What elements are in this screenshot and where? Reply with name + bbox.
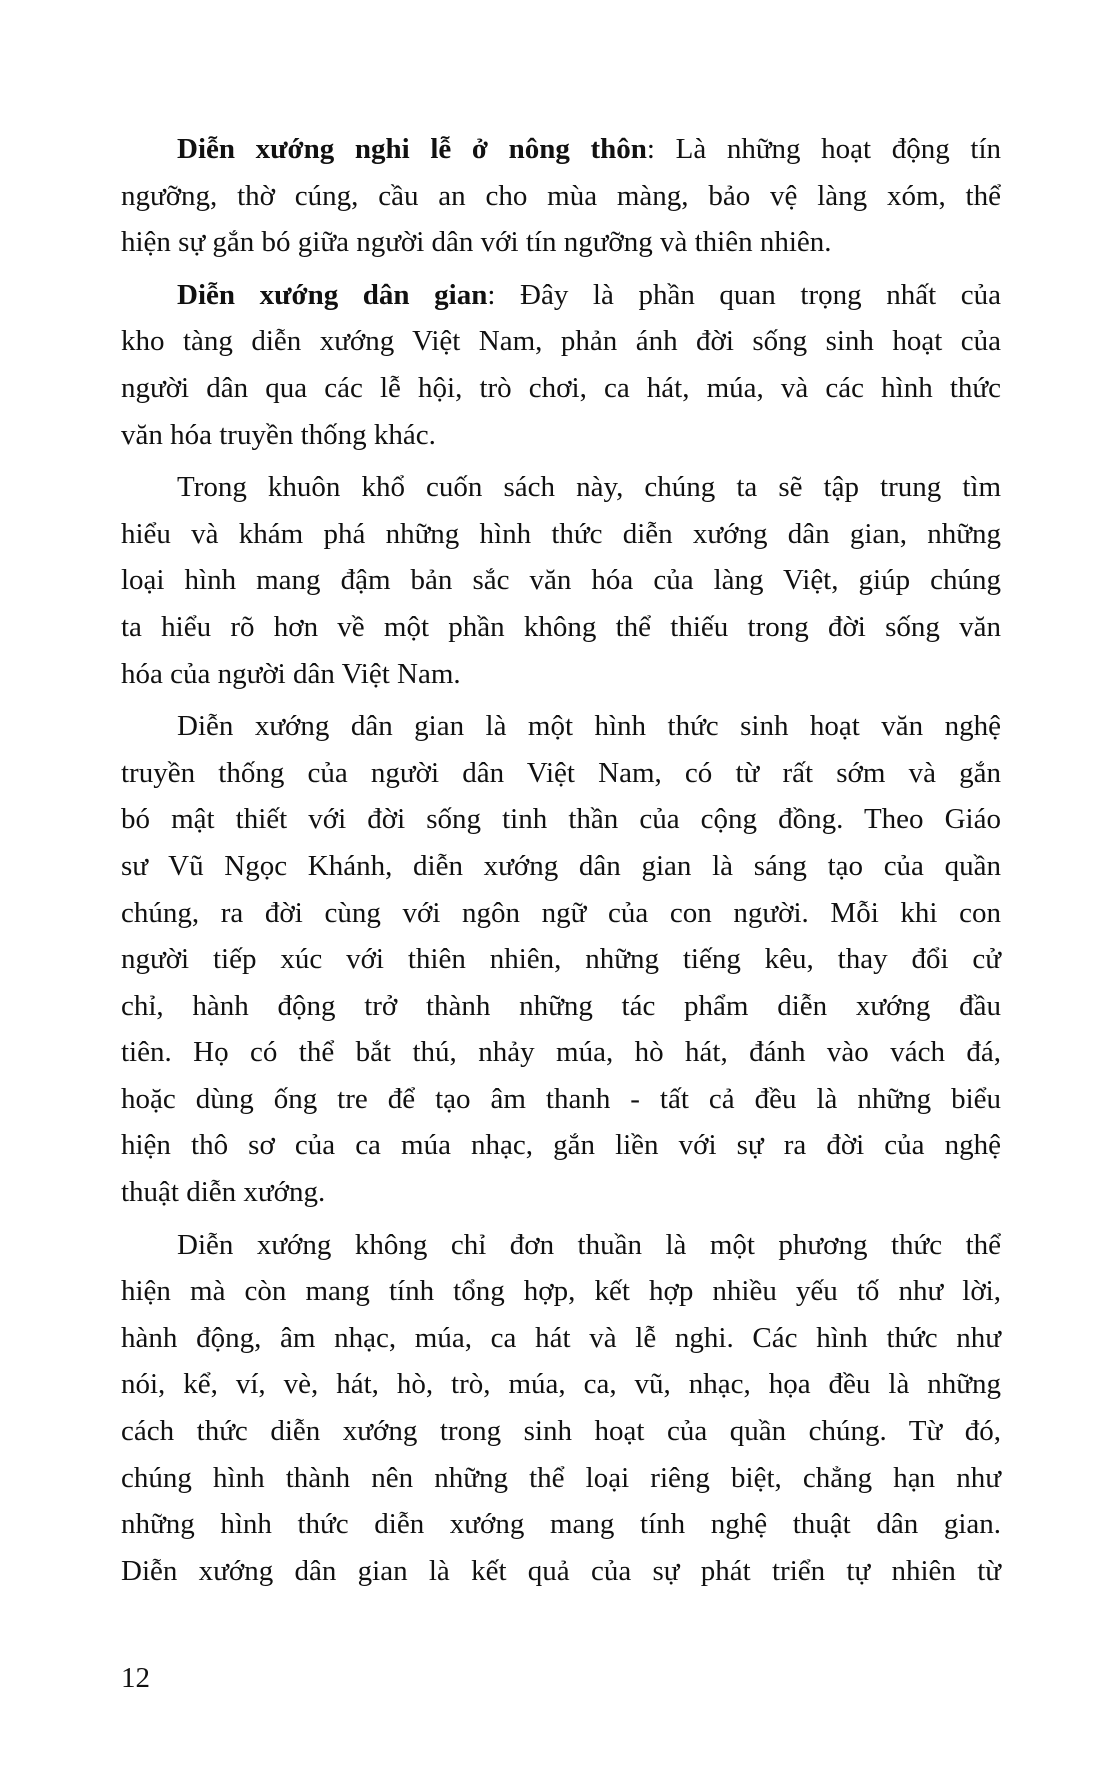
line-text: cách thức diễn xướng trong sinh hoạt của quần chúng. Từ đó, <box>121 1415 1001 1448</box>
text-line <box>121 1122 1001 1169</box>
line-text: ta hiểu rõ hơn về một phần không thể thiếu trong đời sống văn <box>121 610 1001 643</box>
line-text: người dân qua các lễ hội, trò chơi, ca hát, múa, và các hình thức <box>121 371 1001 404</box>
line-text: hiện mà còn mang tính tổng hợp, kết hợp nhiều yếu tố như lời, <box>121 1275 1001 1308</box>
line-text: chúng, ra đời cùng với ngôn ngữ của con người. Mỗi khi con <box>121 896 1001 929</box>
text-line <box>121 1076 1001 1123</box>
bold-lead-term: Diễn xướng nghi lễ ở nông thôn <box>177 133 647 165</box>
text-line <box>121 173 1001 220</box>
line-text: tiên. Họ có thể bắt thú, nhảy múa, hò hát, đánh vào vách đá, <box>121 1036 1001 1069</box>
text-line <box>121 1029 1001 1076</box>
body-text <box>121 126 1001 1600</box>
text-line <box>121 272 1001 319</box>
line-text: người tiếp xúc với thiên nhiên, những tiếng kêu, thay đổi cử <box>121 943 1001 976</box>
line-text: hóa của người dân Việt Nam. <box>121 657 461 690</box>
text-line <box>121 412 1001 459</box>
text-line <box>121 890 1001 937</box>
text-line <box>121 1455 1001 1502</box>
text-line <box>121 703 1001 750</box>
text-line <box>121 1268 1001 1315</box>
text-line <box>121 1501 1001 1548</box>
text-line <box>121 1315 1001 1362</box>
text-line <box>121 1548 1001 1595</box>
line-text: chỉ, hành động trở thành những tác phẩm diễn xướng đầu <box>121 989 1001 1022</box>
line-text: : Là những hoạt động tín <box>646 133 1002 165</box>
line-text: bó mật thiết với đời sống tinh thần của cộng đồng. Theo Giáo <box>121 803 1001 836</box>
text-line <box>121 464 1001 511</box>
line-text: truyền thống của người dân Việt Nam, có từ rất sớm và gắn <box>121 756 1001 789</box>
text-line <box>121 604 1001 651</box>
text-line <box>121 126 1001 173</box>
line-text: những hình thức diễn xướng mang tính nghệ thuật dân gian. <box>121 1508 1001 1541</box>
line-text: sư Vũ Ngọc Khánh, diễn xướng dân gian là sáng tạo của quần <box>121 849 1001 882</box>
text-line <box>121 511 1001 558</box>
line-text: Diễn xướng dân gian là một hình thức sinh hoạt văn nghệ <box>177 710 1001 743</box>
line-text: hiện thô sơ của ca múa nhạc, gắn liền với sự ra đời của nghệ <box>121 1129 1001 1162</box>
line-text: Diễn xướng dân gian là kết quả của sự phát triển tự nhiên từ <box>121 1554 1001 1587</box>
line-text: : Đây là phần quan trọng nhất của <box>487 278 1001 311</box>
line-text: hiện sự gắn bó giữa người dân với tín ngưỡng và thiên nhiên. <box>121 226 832 259</box>
text-line <box>121 1361 1001 1408</box>
paragraph <box>121 272 1001 458</box>
bold-lead-term: Diễn xướng dân gian <box>177 278 488 311</box>
paragraph <box>121 703 1001 1216</box>
text-line <box>121 936 1001 983</box>
line-text: hoặc dùng ống tre để tạo âm thanh - tất cả đều là những biểu <box>121 1082 1001 1115</box>
line-text: nói, kể, ví, vè, hát, hò, trò, múa, ca, vũ, nhạc, họa đều là những <box>121 1368 1001 1401</box>
paragraph <box>121 126 1001 266</box>
paragraph <box>121 464 1001 697</box>
line-text: hành động, âm nhạc, múa, ca hát và lễ nghi. Các hình thức như <box>121 1321 1001 1354</box>
line-text: loại hình mang đậm bản sắc văn hóa của làng Việt, giúp chúng <box>121 564 1001 597</box>
line-text: chúng hình thành nên những thể loại riêng biệt, chẳng hạn như <box>121 1461 1001 1494</box>
text-line <box>121 750 1001 797</box>
text-line <box>121 1408 1001 1455</box>
line-text: Trong khuôn khổ cuốn sách này, chúng ta sẽ tập trung tìm <box>177 471 1001 504</box>
line-text: kho tàng diễn xướng Việt Nam, phản ánh đời sống sinh hoạt của <box>121 325 1001 358</box>
line-text: văn hóa truyền thống khác. <box>121 418 436 451</box>
text-line <box>121 843 1001 890</box>
line-text: hiểu và khám phá những hình thức diễn xướng dân gian, những <box>121 517 1001 550</box>
text-line <box>121 365 1001 412</box>
text-line <box>121 219 1001 266</box>
line-text: Diễn xướng không chỉ đơn thuần là một phương thức thể <box>177 1228 1001 1261</box>
text-line <box>121 651 1001 698</box>
text-line <box>121 557 1001 604</box>
text-line <box>121 983 1001 1030</box>
text-line <box>121 318 1001 365</box>
paragraph <box>121 1222 1001 1595</box>
page-number: 12 <box>121 1662 150 1694</box>
text-line <box>121 1169 1001 1216</box>
text-line <box>121 1222 1001 1269</box>
text-line <box>121 796 1001 843</box>
line-text: ngưỡng, thờ cúng, cầu an cho mùa màng, bảo vệ làng xóm, thể <box>121 179 1001 212</box>
line-text: thuật diễn xướng. <box>121 1176 326 1209</box>
